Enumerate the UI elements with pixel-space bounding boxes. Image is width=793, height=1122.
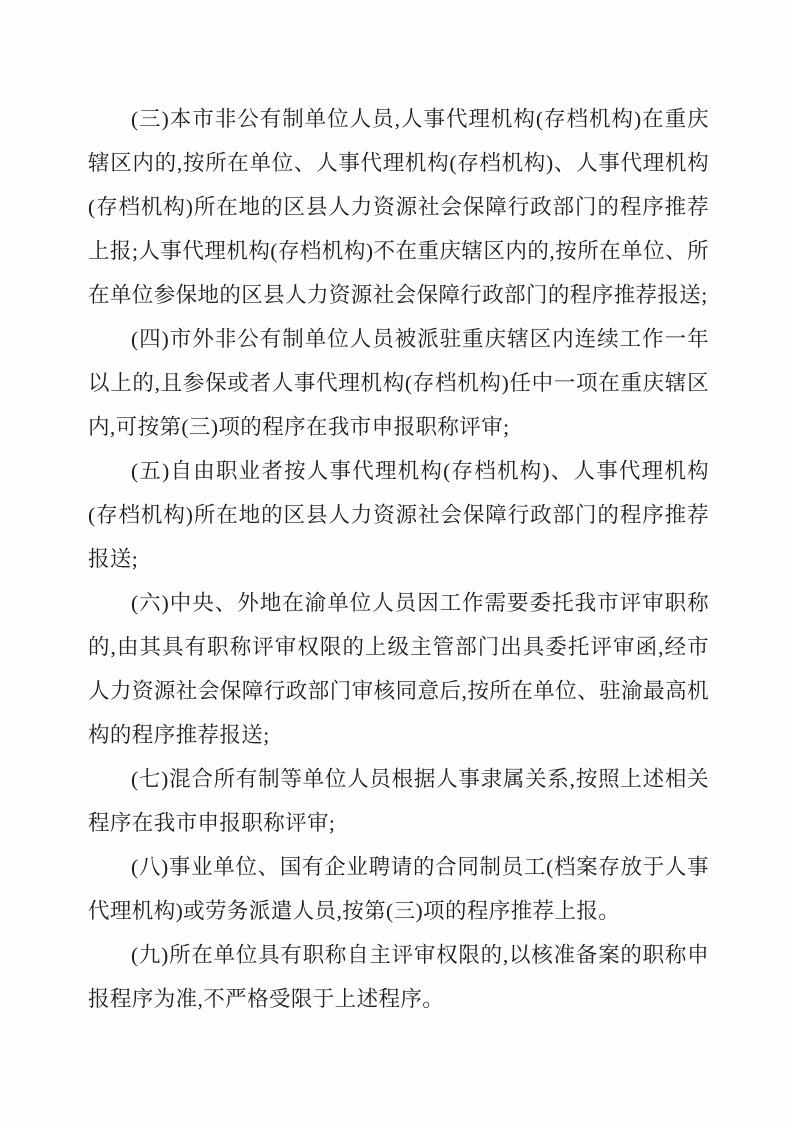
document-body	[88, 97, 709, 1021]
clause-9: (九)所在单位具有职称自主评审权限的,以核准备案的职称申报程序为准,不严格受限于上述程序。	[88, 943, 709, 1011]
clause-6: (六)中央、外地在渝单位人员因工作需要委托我市评审职称的,由其具有职称评审权限的上级主管部门出具委托评审函,经市人力资源社会保障行政部门审核同意后,按所在单位、驻渝最高机构的程序推荐报送;	[88, 591, 709, 747]
clause-8: (八)事业单位、国有企业聘请的合同制员工(档案存放于人事代理机构)或劳务派遣人员,按第(三)项的程序推荐上报。	[88, 855, 709, 923]
clause-3: (三)本市非公有制单位人员,人事代理机构(存档机构)在重庆辖区内的,按所在单位、人事代理机构(存档机构)、人事代理机构(存档机构)所在地的区县人力资源社会保障行政部门的程序推荐上报;人事代理机构(存档机构)不在重庆辖区内的,按所在单位、所在单位参保地的区县人力资源社会保障行政部门的程序推荐报送;	[88, 107, 709, 307]
clause-4: (四)市外非公有制单位人员被派驻重庆辖区内连续工作一年以上的,且参保或者人事代理机构(存档机构)任中一项在重庆辖区内,可按第(三)项的程序在我市申报职称评审;	[88, 327, 709, 439]
clause-7: (七)混合所有制等单位人员根据人事隶属关系,按照上述相关程序在我市申报职称评审;	[88, 767, 709, 835]
clause-5: (五)自由职业者按人事代理机构(存档机构)、人事代理机构(存档机构)所在地的区县人力资源社会保障行政部门的程序推荐报送;	[88, 459, 709, 571]
